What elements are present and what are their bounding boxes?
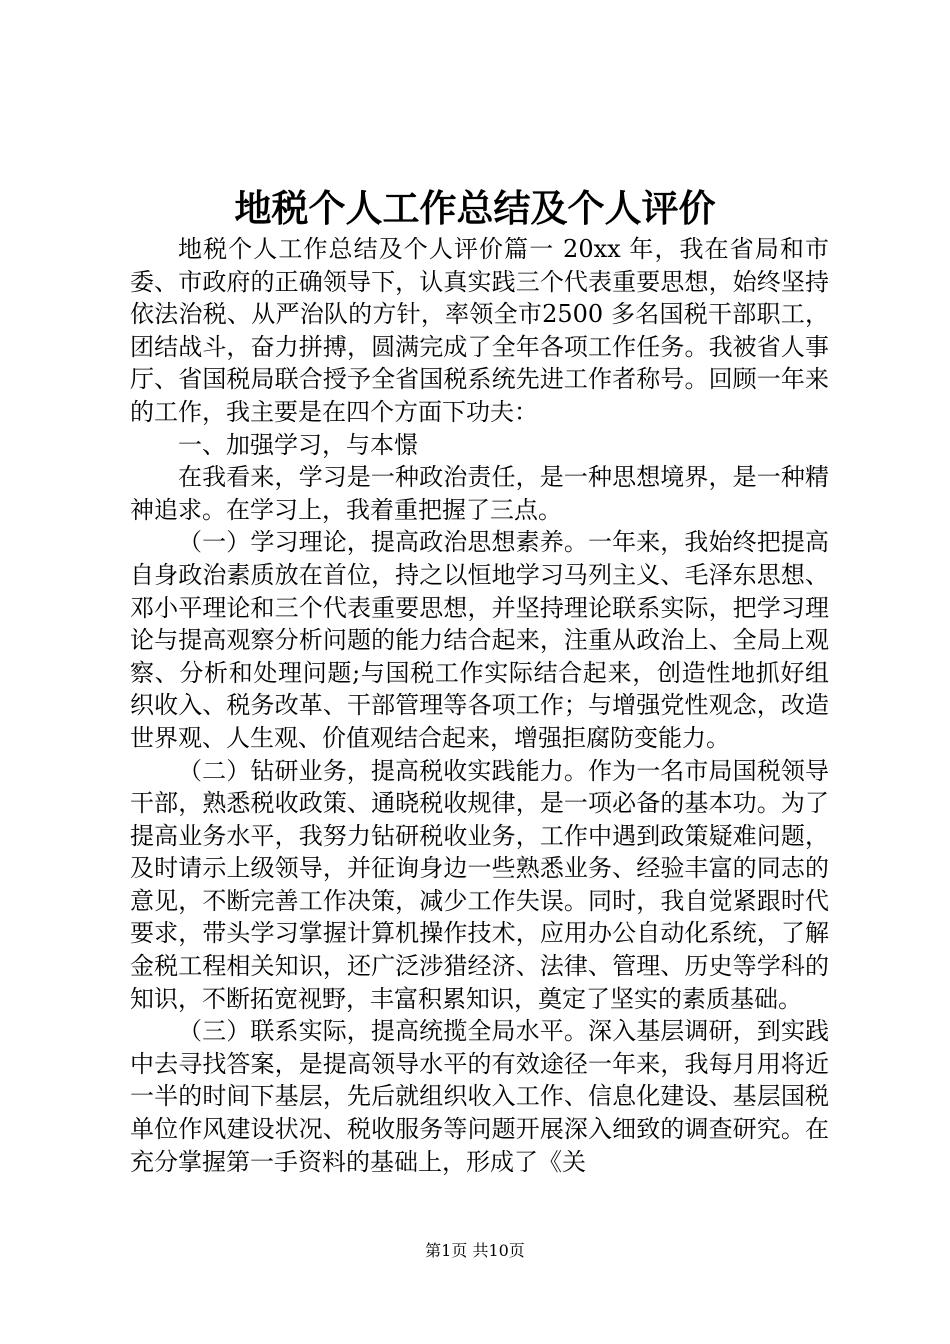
document-body bbox=[130, 233, 829, 1178]
section-heading-1: 一、加强学习，与本憬 bbox=[178, 430, 418, 459]
page-number-footer: 第1页 共10页 bbox=[425, 1241, 525, 1260]
paragraph-learning: 在我看来，学习是一种政治责任，是一种思想境界，是一种精神追求。在学习上，我着重把握了三点。 bbox=[130, 463, 829, 524]
paragraph-practice: （三）联系实际，提高统揽全局水平。深入基层调研，到实践中去寻找答案，是提高领导水平的有效途径一年来，我每月用将近一半的时间下基层，先后就组织收入工作、信息化建设、基层国税单位作风建设状况、税收服务等问题开展深入细致的调查研究。在充分掌握第一手资料的基础上，形成了《关 bbox=[130, 1017, 829, 1176]
document-title: 地税个人工作总结及个人评价 bbox=[234, 186, 716, 230]
paragraph-business: （二）钻研业务，提高税收实践能力。作为一名市局国税领导干部，熟悉税收政策、通晓税收规律，是一项必备的基本功。为了提高业务水平，我努力钻研税收业务，工作中遇到政策疑难问题，及时请示上级领导，并征询身边一些熟悉业务、经验丰富的同志的意见，不断完善工作决策，减少工作失误。同时，我自觉紧跟时代要求，带头学习掌握计算机操作技术，应用办公自动化系统，了解金税工程相关知识，还广泛涉猎经济、法律、管理、历史等学科的知识，不断拓宽视野，丰富积累知识，奠定了坚实的素质基础。 bbox=[130, 756, 829, 1013]
paragraph-intro: 地税个人工作总结及个人评价篇一 20xx 年，我在省局和市委、市政府的正确领导下，认真实践三个代表重要思想，始终坚持依法治税、从严治队的方针，率领全市2500 多名国税干部职工，团结战斗，奋力拼搏，圆满完成了全年各项工作任务。我被省人事厅、省国税局联合授予全省国税系统先进工作者称号。回顾一年来的工作，我主要是在四个方面下功夫： bbox=[130, 235, 829, 426]
paragraph-theory: （一）学习理论，提高政治思想素养。一年来，我始终把提高自身政治素质放在首位，持之以恒地学习马列主义、毛泽东思想、邓小平理论和三个代表重要思想，并坚持理论联系实际，把学习理论与提高观察分析问题的能力结合起来，注重从政治上、全局上观察、分析和处理问题;与国税工作实际结合起来，创造性地抓好组织收入、税务改革、干部管理等各项工作；与增强党性观念，改造世界观、人生观、价值观结合起来，增强拒腐防变能力。 bbox=[130, 528, 829, 752]
